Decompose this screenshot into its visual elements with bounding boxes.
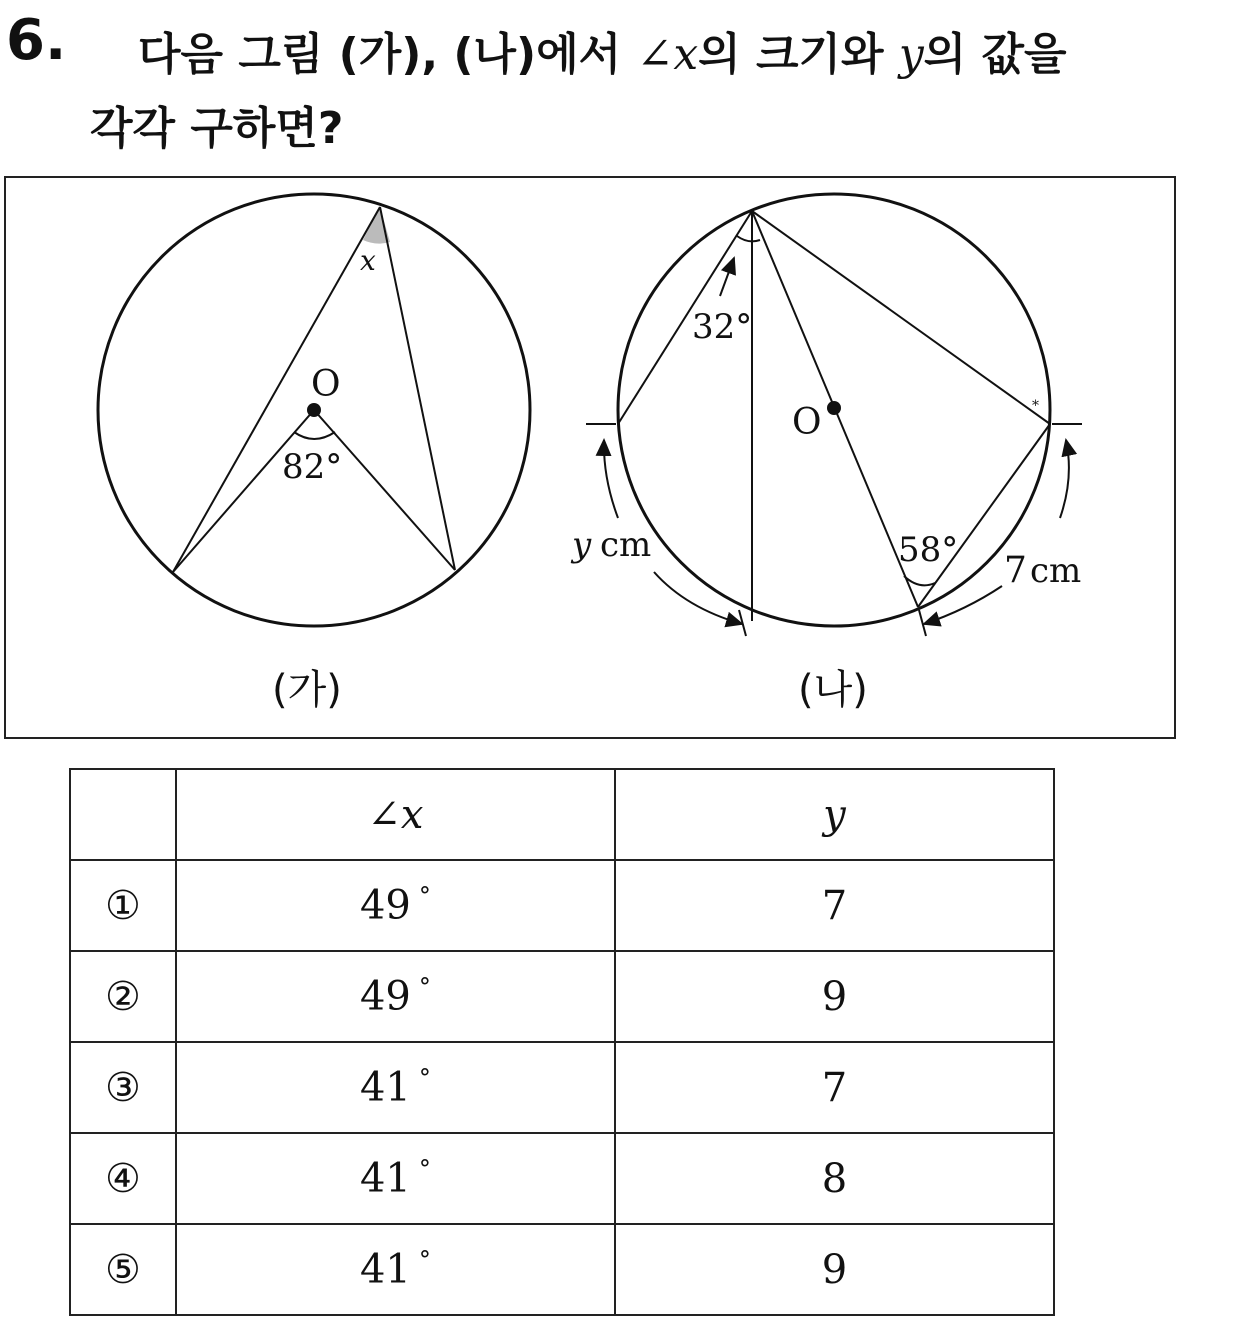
radius xyxy=(314,410,455,570)
question-text-line2: 각각 구하면? xyxy=(90,103,344,154)
table-row[interactable] xyxy=(70,1133,1054,1224)
degree-symbol: ° xyxy=(418,1155,431,1184)
table-header-angle-x: ∠x xyxy=(176,769,615,860)
choice-marker[interactable]: ③ xyxy=(70,1042,176,1133)
chord xyxy=(380,207,455,570)
arc-right-number: 7 xyxy=(1004,550,1027,591)
angle-value-cell xyxy=(176,860,615,951)
angle-x-label: x xyxy=(360,244,376,277)
figure-left xyxy=(98,194,530,713)
y-value: 7 xyxy=(615,1042,1054,1133)
figure-right-caption: (나) xyxy=(798,667,868,713)
arc-right-unit: cm xyxy=(1030,551,1082,591)
angle-mark: * xyxy=(1032,398,1039,414)
chord xyxy=(173,207,380,572)
angle-value: 41 xyxy=(359,1155,411,1202)
arc-arrow xyxy=(1060,440,1069,518)
answer-table xyxy=(69,768,1055,1316)
degree-symbol: ° xyxy=(418,1246,431,1275)
arc-arrow xyxy=(924,586,1002,624)
angle-value-cell xyxy=(176,951,615,1042)
radius xyxy=(173,410,314,572)
angle-value: 49 xyxy=(359,882,411,929)
angle-value-cell xyxy=(176,1224,615,1315)
question-text-line1 xyxy=(138,18,1067,82)
degree-symbol: ° xyxy=(418,1064,431,1093)
choice-marker[interactable]: ② xyxy=(70,951,176,1042)
table-row[interactable] xyxy=(70,860,1054,951)
y-value: 9 xyxy=(615,1224,1054,1315)
angle-arc-top xyxy=(737,236,760,241)
choice-marker[interactable]: ⑤ xyxy=(70,1224,176,1315)
arc-arrow xyxy=(604,440,618,518)
table-row[interactable] xyxy=(70,1042,1054,1133)
angle-top-label: 32° xyxy=(692,307,753,347)
y-value: 8 xyxy=(615,1133,1054,1224)
table-header-cell xyxy=(70,769,176,860)
question-text-part: 다음 그림 (가), (나)에서 xyxy=(138,29,637,80)
question-text-part: 의 값을 xyxy=(923,29,1067,80)
table-header-row xyxy=(70,769,1054,860)
question-number: 6. xyxy=(6,8,67,73)
degree-symbol: ° xyxy=(418,882,431,911)
arc-left-unit: cm xyxy=(600,525,652,565)
angle-pointer xyxy=(720,258,734,296)
angle-bottom-label: 58° xyxy=(898,530,959,570)
choice-marker[interactable]: ① xyxy=(70,860,176,951)
angle-value: 49 xyxy=(359,973,411,1020)
geometry-figure xyxy=(6,178,1178,741)
table-row[interactable] xyxy=(70,951,1054,1042)
figure-left-caption: (가) xyxy=(272,667,342,713)
y-variable: y xyxy=(898,29,924,80)
figure-panel xyxy=(4,176,1176,739)
choice-marker[interactable]: ④ xyxy=(70,1133,176,1224)
y-value: 9 xyxy=(615,951,1054,1042)
center-label: O xyxy=(792,402,822,443)
angle-value: 41 xyxy=(359,1246,411,1293)
y-value: 7 xyxy=(615,860,1054,951)
center-point xyxy=(827,401,841,415)
table-row[interactable] xyxy=(70,1224,1054,1315)
angle-x-symbol: ∠x xyxy=(636,29,699,80)
center-label: O xyxy=(311,364,341,405)
center-point xyxy=(307,403,321,417)
angle-value-cell xyxy=(176,1133,615,1224)
angle-value: 41 xyxy=(359,1064,411,1111)
table-header-y: y xyxy=(615,769,1054,860)
central-angle-arc xyxy=(294,432,335,439)
figure-right xyxy=(570,194,1082,713)
degree-symbol: ° xyxy=(418,973,431,1002)
angle-value-cell xyxy=(176,1042,615,1133)
arc-left-variable: y xyxy=(572,525,592,565)
question-text-part: 의 크기와 xyxy=(698,29,899,80)
central-angle-label: 82° xyxy=(282,447,343,487)
